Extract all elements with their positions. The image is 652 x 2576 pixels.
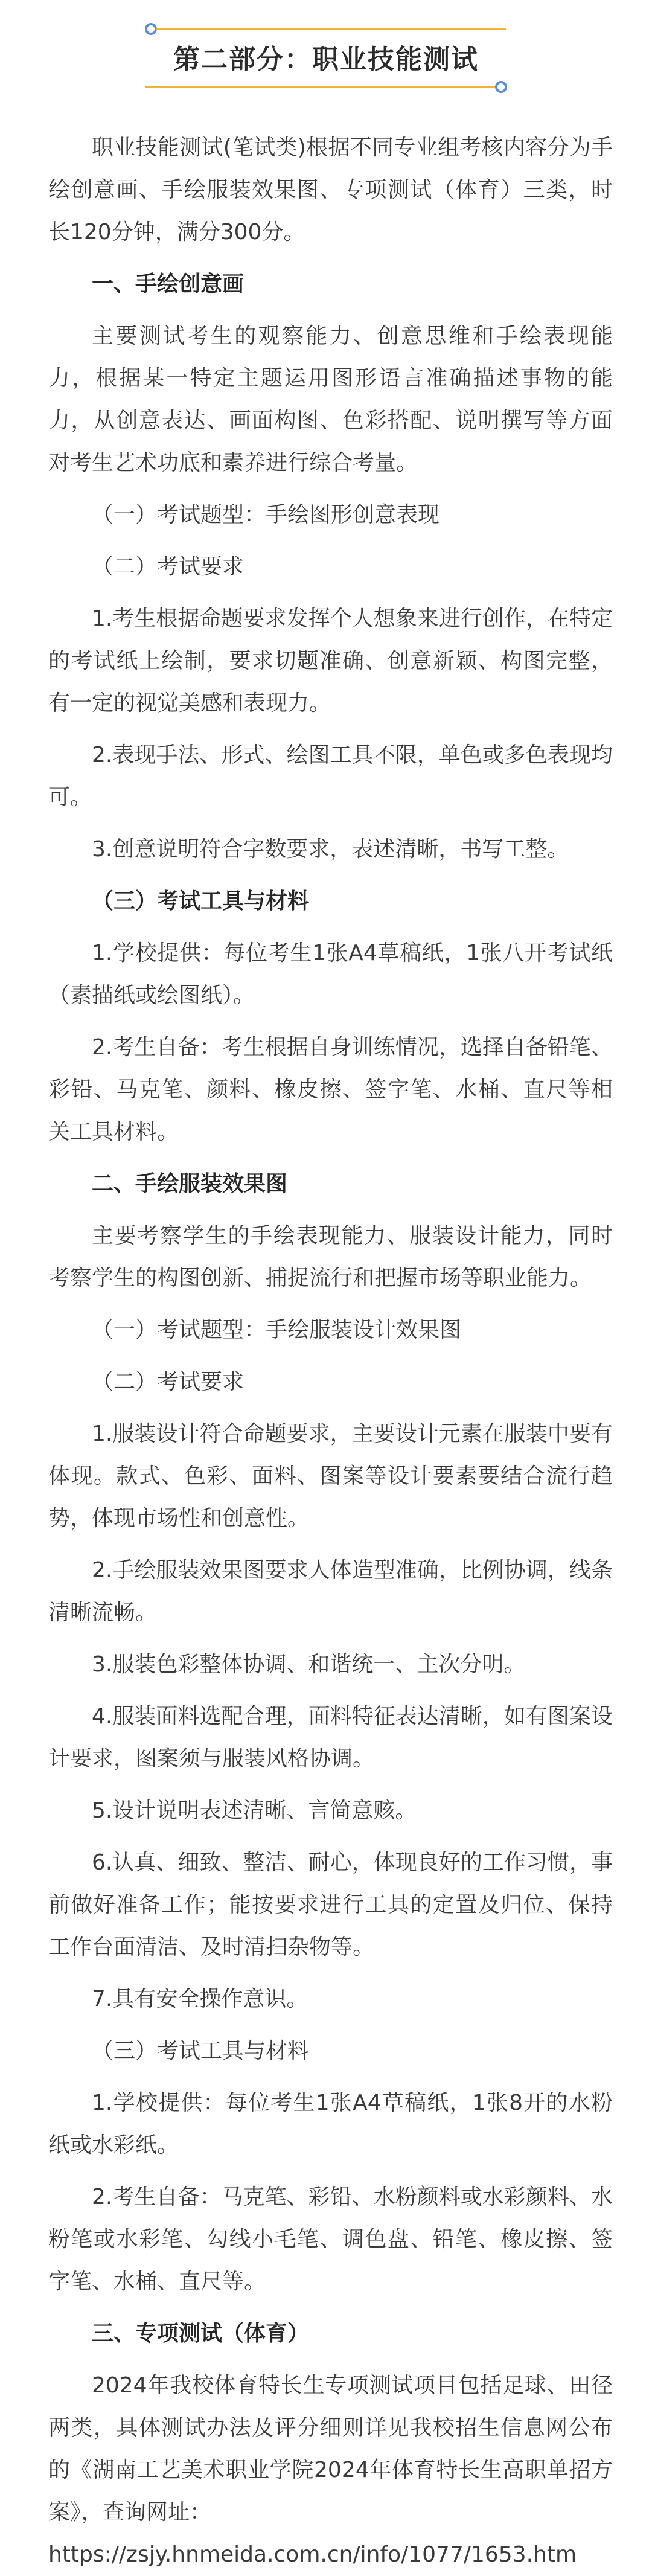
section2-tools-label: （三）考试工具与材料 (92, 2039, 310, 2063)
section2-requirement-2: 2.手绘服装效果图要求人体造型准确，比例协调，线条清晰流畅。 (48, 1558, 613, 1625)
header-dot-bottom-right (495, 81, 507, 93)
section-title: 第二部分：职业技能测试 (173, 44, 479, 75)
section2-requirements-label: （二）考试要求 (92, 1370, 245, 1394)
section3-description: 2024年我校体育特长生专项测试项目包括足球、田径两类，具体测试办法及评分细则详见我校招生信息网公布的《湖南工艺美术职业学院2024年体育特长生高职单招方案》，查询网址： (48, 2373, 613, 2525)
section2-heading: 二、手绘服装效果图 (92, 1171, 288, 1196)
section1-tools-label: （三）考试工具与材料 (92, 889, 310, 914)
header-line-bottom (145, 86, 495, 88)
header-line-top (156, 28, 506, 30)
section1-requirements-label: （二）考试要求 (92, 554, 245, 579)
section1-tool-2: 2.考生自备：考生根据自身训练情况，选择自备铅笔、彩铅、马克笔、颜料、橡皮擦、签字笔、水桶、直尺等相关工具材料。 (48, 1035, 613, 1144)
section2-requirement-4: 4.服装面料选配合理，面料特征表达清晰，如有图案设计要求，图案须与服装风格协调。 (48, 1704, 613, 1771)
section2-exam-type: （一）考试题型：手绘服装设计效果图 (92, 1318, 462, 1342)
section2-requirement-5: 5.设计说明表述清晰、言简意赅。 (92, 1798, 417, 1823)
section2-requirement-3: 3.服装色彩整体协调、和谐统一、主次分明。 (92, 1652, 526, 1677)
intro-paragraph: 职业技能测试(笔试类)根据不同专业组考核内容分为手绘创意画、手绘服装效果图、专项测试（体育）三类，时长120分钟，满分300分。 (48, 135, 613, 245)
section2-requirement-7: 7.具有安全操作意识。 (92, 1987, 308, 2011)
section1-exam-type: （一）考试题型：手绘图形创意表现 (92, 502, 440, 527)
section1-requirement-1: 1.考生根据命题要求发挥个人想象来进行创作，在特定的考试纸上绘制，要求切题准确、创意新颖、构图完整，有一定的视觉美感和表现力。 (48, 606, 613, 716)
section1-requirement-2: 2.表现手法、形式、绘图工具不限，单色或多色表现均可。 (48, 743, 613, 810)
article-body (48, 127, 613, 2576)
section2-tool-2: 2.考生自备：马克笔、彩铅、水粉颜料或水彩颜料、水粉笔或水彩笔、勾线小毛笔、调色盘、铅笔、橡皮擦、签字笔、水桶、直尺等。 (48, 2185, 613, 2294)
query-url-link[interactable]: https://zsjy.hnmeida.com.cn/info/1077/1653.htm (48, 2542, 577, 2567)
section2-tool-1: 1.学校提供：每位考生1张A4草稿纸，1张8开的水粉纸或水彩纸。 (48, 2091, 613, 2158)
section2-description: 主要考察学生的手绘表现能力、服装设计能力，同时考察学生的构图创新、捕捉流行和把握市场等职业能力。 (48, 1223, 613, 1290)
section2-requirement-6: 6.认真、细致、整洁、耐心，体现良好的工作习惯，事前做好准备工作；能按要求进行工具的定置及归位、保持工作台面清洁、及时清扫杂物等。 (48, 1850, 613, 1959)
section1-tool-1: 1.学校提供：每位考生1张A4草稿纸，1张八开考试纸（素描纸或绘图纸）。 (48, 941, 613, 1008)
section1-description: 主要测试考生的观察能力、创意思维和手绘表现能力，根据某一特定主题运用图形语言准确描述事物的能力，从创意表达、画面构图、色彩搭配、说明撰写等方面对考生艺术功底和素养进行综合考量。 (48, 324, 613, 475)
header-dot-top-left (145, 23, 157, 35)
section2-requirement-1: 1.服装设计符合命题要求，主要设计元素在服装中要有体现。款式、色彩、面料、图案等设计要素要结合流行趋势，体现市场性和创意性。 (48, 1421, 613, 1531)
section1-requirement-3: 3.创意说明符合字数要求，表述清晰，书写工整。 (92, 837, 569, 862)
section3-heading: 三、专项测试（体育） (92, 2321, 310, 2346)
section1-heading: 一、手绘创意画 (92, 272, 245, 296)
